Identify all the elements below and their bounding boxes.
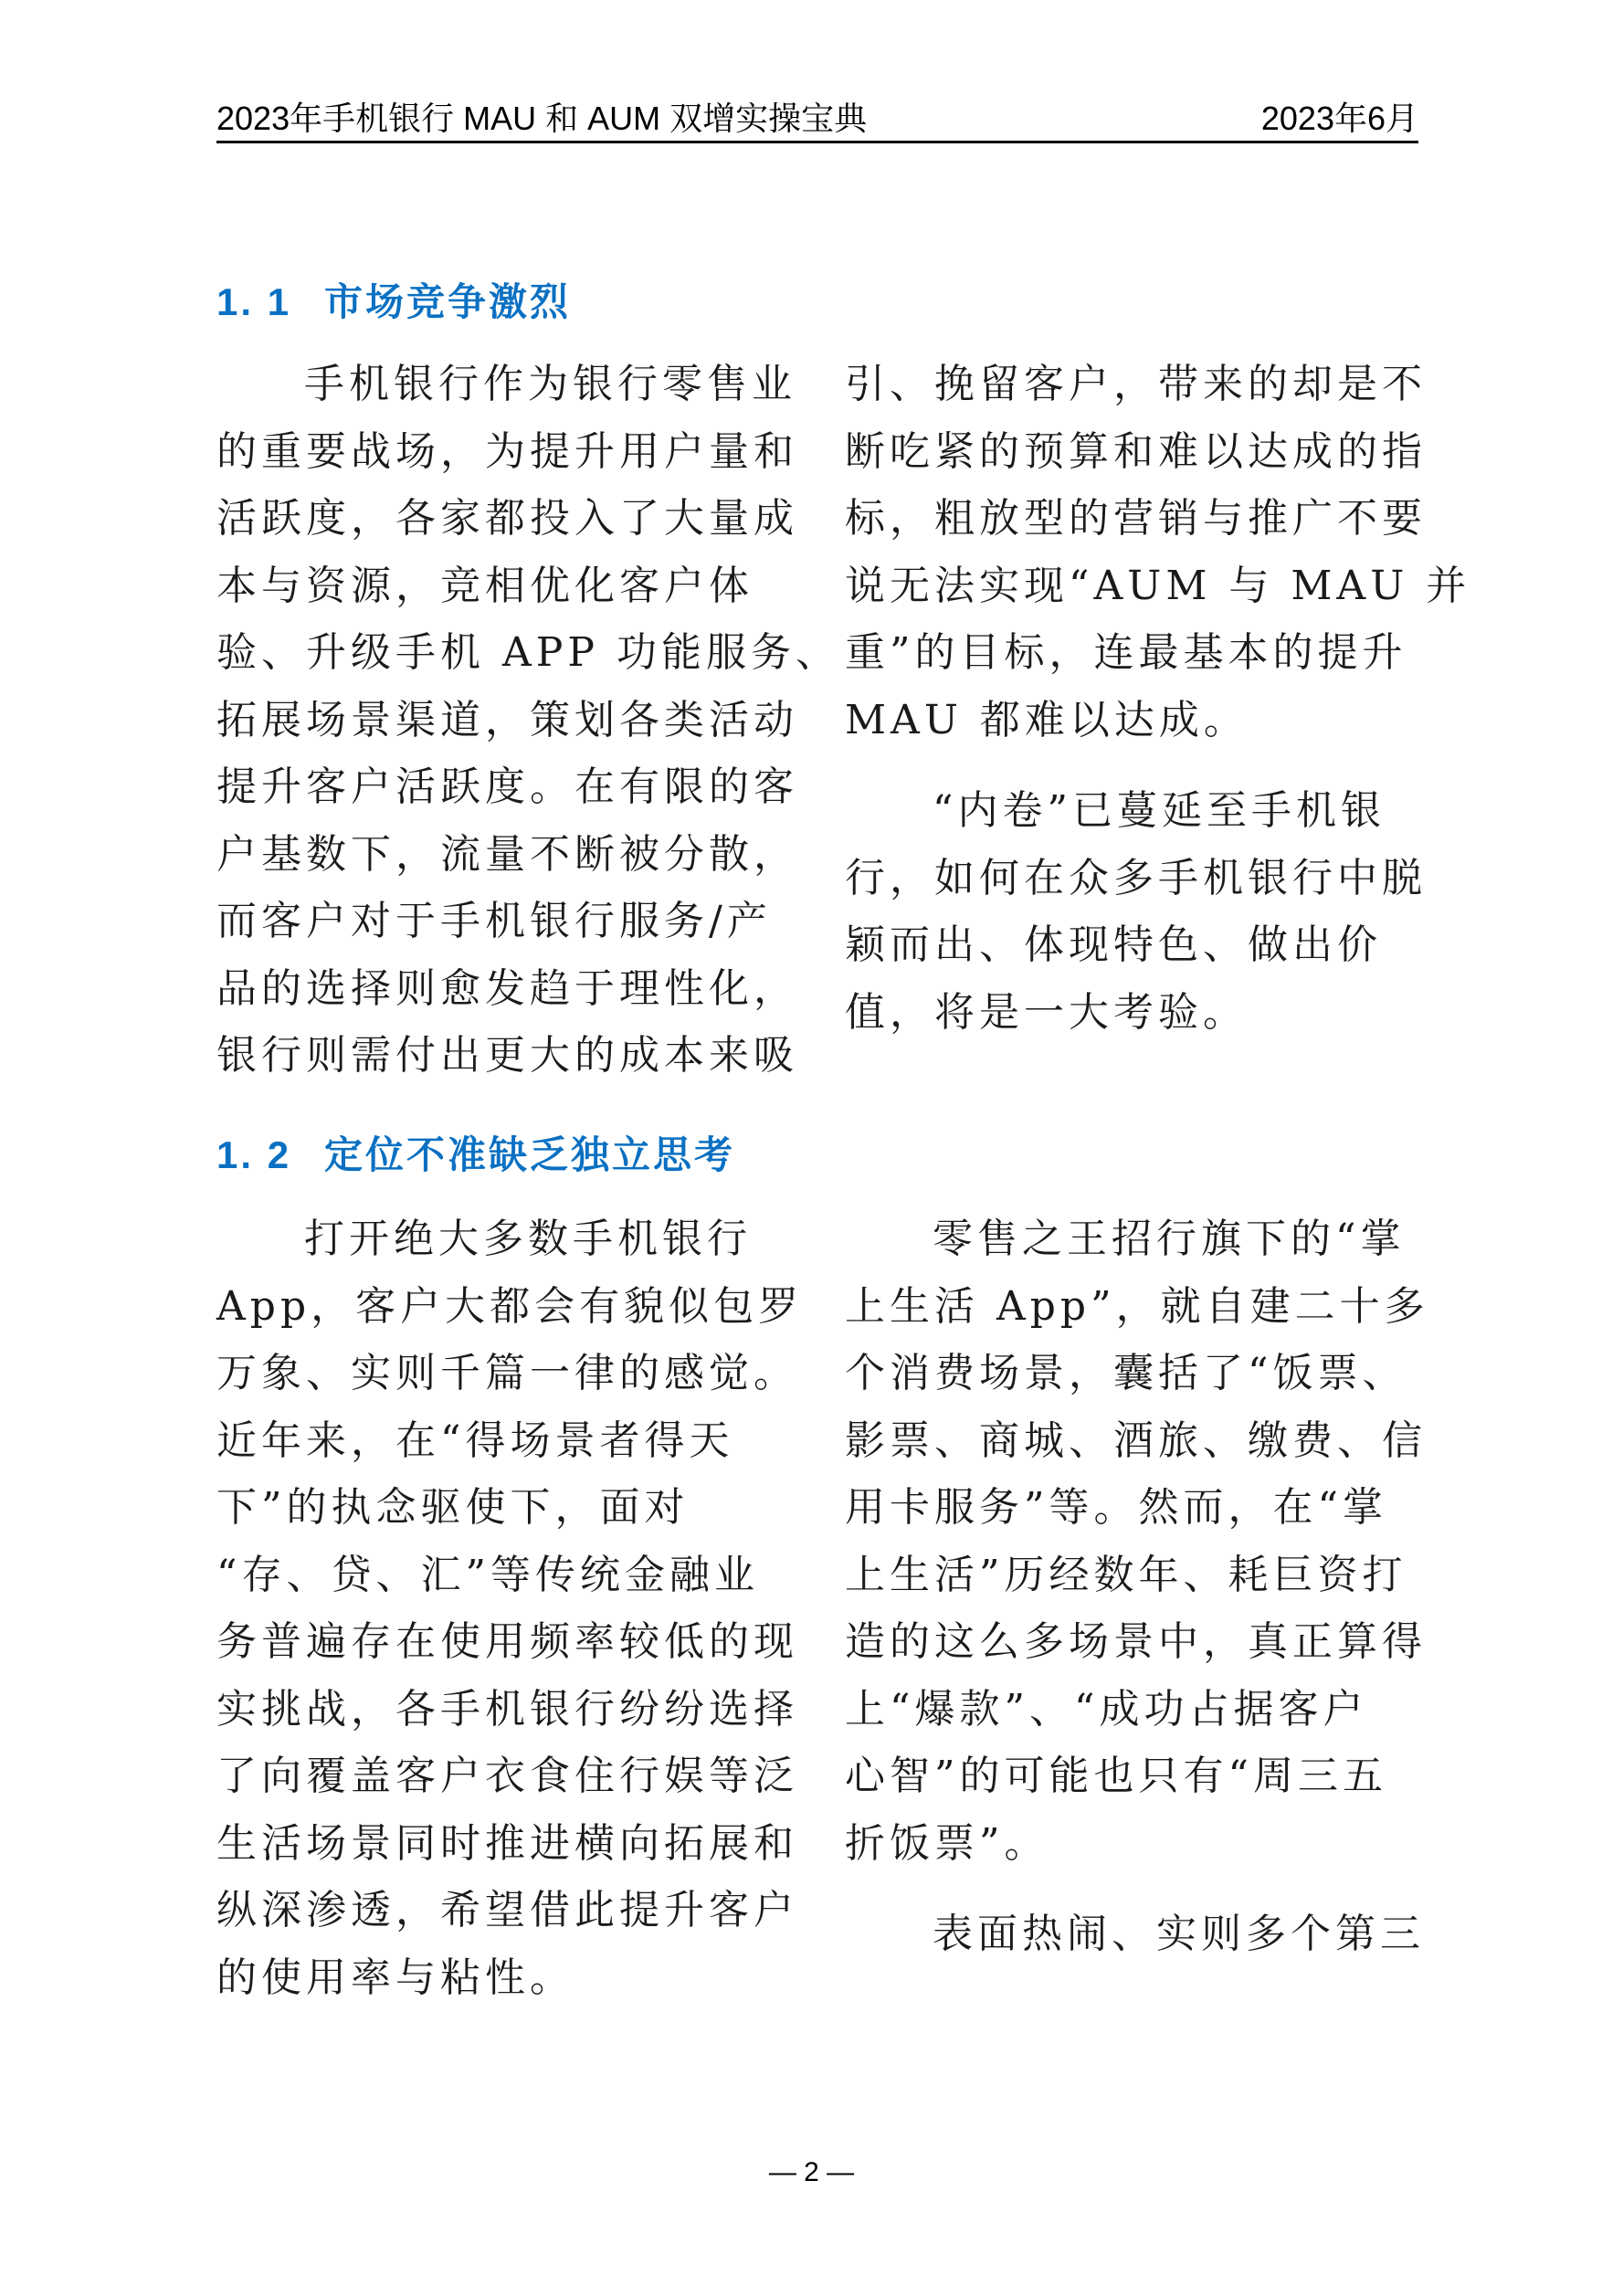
page-number: — 2 —	[768, 2157, 855, 2187]
text-line: 断吃紧的预算和难以达成的指	[845, 427, 1427, 475]
text-line: “存、贷、汇”等传统金融业	[216, 1551, 759, 1598]
text-line: 而客户对于手机银行服务/产	[216, 898, 772, 944]
section-1-2-right-column	[845, 1206, 1429, 1968]
text-line: 引、挽留客户，带来的却是不	[845, 361, 1427, 407]
text-line: MAU 都难以达成。	[845, 696, 1249, 743]
text-line: 标，粗放型的营销与推广不要	[845, 495, 1427, 542]
text-line: 下”的执念驱使下，面对	[216, 1484, 690, 1531]
paragraph	[216, 1206, 804, 2011]
text-line: App，客户大都会有貌似包罗	[216, 1282, 804, 1330]
paragraph	[845, 1206, 1429, 1877]
paragraph	[216, 351, 840, 1090]
document-date: 2023年6月	[1260, 100, 1418, 137]
text-line: 拓展场景渠道，策划各类活动	[216, 696, 798, 743]
text-line: 活跃度，各家都投入了大量成	[216, 495, 798, 542]
text-line: 生活场景同时推进横向拓展和	[216, 1819, 798, 1867]
section-1-1-right-column	[845, 351, 1471, 1046]
text-line: 折饭票”。	[845, 1819, 1049, 1867]
text-line: 上生活”历经数年、耗巨资打	[845, 1551, 1407, 1598]
text-line: 值，将是一大考验。	[845, 988, 1248, 1036]
section-1-1-left-column	[216, 351, 840, 1090]
section-number: 1. 1	[216, 280, 292, 323]
text-line: 本与资源，竞相优化客户体	[216, 562, 754, 609]
text-line: 了向覆盖客户衣食住行娱等泛	[216, 1753, 798, 1799]
paragraph	[845, 1901, 1425, 1968]
text-line: 颖而出、体现特色、做出价	[845, 922, 1382, 968]
text-line: 品的选择则愈发趋于理性化，	[216, 964, 798, 1012]
text-line: 行，如何在众多手机银行中脱	[845, 854, 1427, 901]
text-line: 上生活 App”，就自建二十多	[845, 1282, 1429, 1330]
text-line: 户基数下，流量不断被分散，	[216, 830, 798, 878]
text-line: 验、升级手机 APP 功能服务、	[216, 629, 840, 676]
section-title: 市场竞争激烈	[324, 279, 572, 324]
section-heading-1-2	[216, 1125, 735, 1180]
text-line: 的重要战场，为提升用户量和	[216, 427, 798, 475]
section-heading-1-1	[216, 272, 571, 327]
paragraph	[845, 351, 1471, 753]
section-title: 定位不准缺乏独立思考	[324, 1132, 736, 1177]
text-line: 造的这么多场景中，真正算得	[845, 1618, 1427, 1665]
text-line: 影票、商城、酒旅、缴费、信	[845, 1417, 1427, 1464]
paragraph	[845, 777, 1427, 1046]
text-line: 近年来，在“得场景者得天	[216, 1417, 734, 1464]
text-line: 实挑战，各手机银行纷纷选择	[216, 1685, 798, 1733]
text-line: 万象、实则千篇一律的感觉。	[216, 1350, 798, 1396]
section-1-2-left-column	[216, 1206, 804, 2011]
text-line: 用卡服务”等。然而，在“掌	[845, 1484, 1387, 1531]
text-line: 说无法实现“AUM 与 MAU 并	[845, 562, 1471, 609]
text-line: 零售之王招行旗下的“掌	[933, 1216, 1406, 1262]
text-line: 表面热闹、实则多个第三	[933, 1911, 1425, 1957]
document-title: 2023年手机银行 MAU 和 AUM 双增实操宝典	[216, 100, 868, 137]
text-line: 的使用率与粘性。	[216, 1954, 574, 2001]
text-line: 上“爆款”、“成功占据客户	[845, 1685, 1368, 1733]
section-number: 1. 2	[216, 1133, 292, 1176]
text-line: 纵深渗透，希望借此提升客户	[216, 1887, 798, 1933]
text-line: 个消费场景，囊括了“饭票、	[845, 1350, 1407, 1396]
text-line: 务普遍存在使用频率较低的现	[216, 1618, 798, 1665]
text-line: 重”的目标，连最基本的提升	[845, 629, 1407, 676]
page-header	[216, 91, 1418, 143]
text-line: 手机银行作为银行零售业	[304, 361, 796, 407]
text-line: “内卷”已蔓延至手机银	[933, 787, 1386, 834]
text-line: 银行则需付出更大的成本来吸	[216, 1032, 798, 1079]
text-line: 打开绝大多数手机银行	[304, 1216, 752, 1262]
text-line: 心智”的可能也只有“周三五	[845, 1753, 1387, 1799]
text-line: 提升客户活跃度。在有限的客	[216, 764, 798, 810]
